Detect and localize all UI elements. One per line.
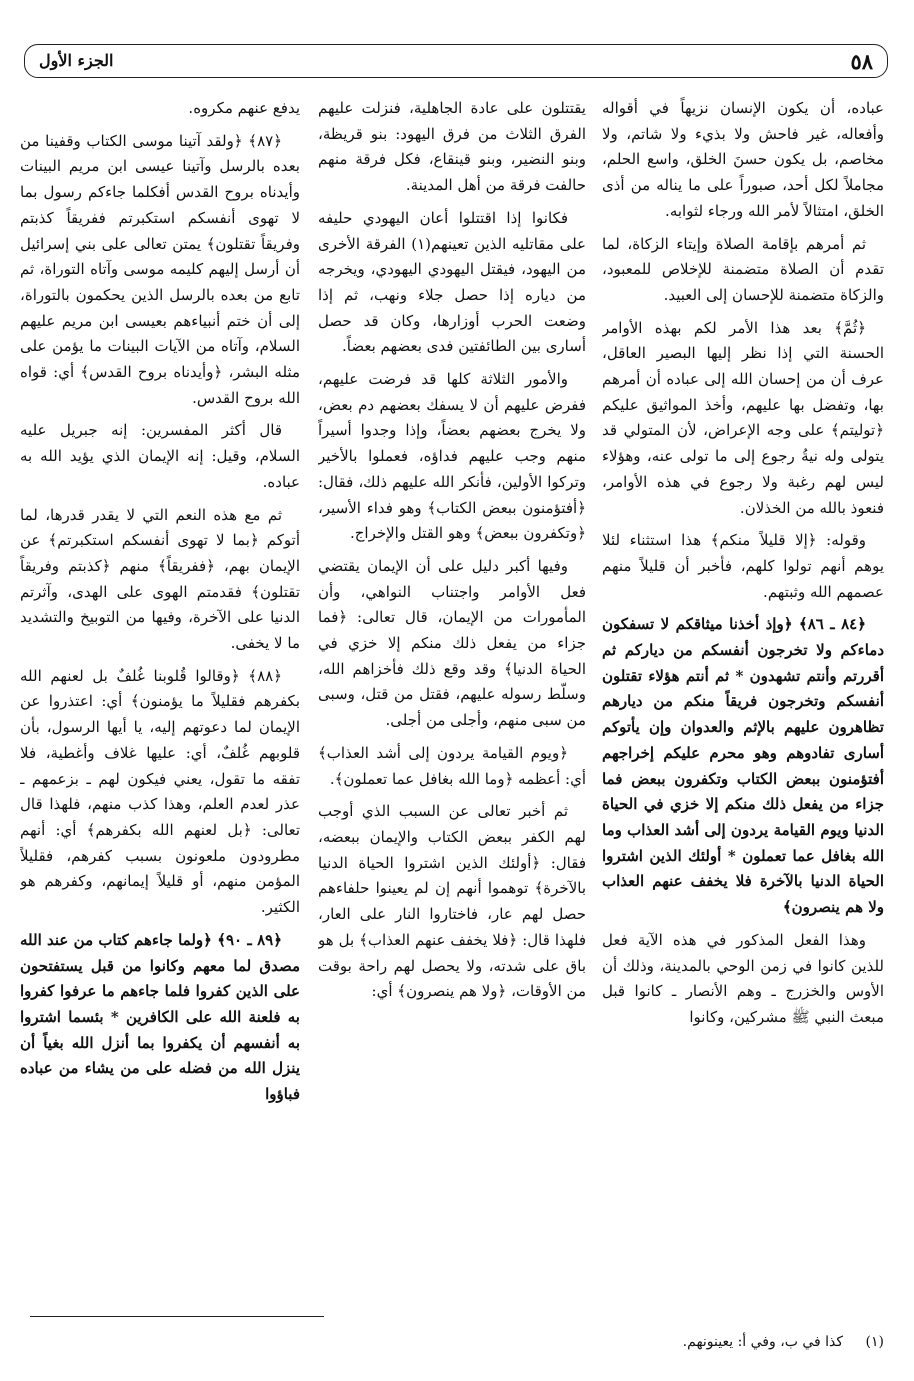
footnote-divider <box>30 1316 324 1317</box>
verse-paragraph: ﴿٨٩ ـ ٩٠﴾ ﴿ولما جاءهم كتاب من عند الله مصدق لما معهم وكانوا من قبل يستفتحون على الذين كفروا فلما جاءهم ما عرفوا كفروا به فلعنة الله على الكافرين * بئسما اشتروا به أنفسهم أن يكفروا بما أنزل الله بغياً أن ينزل الله من فضله على من يشاء من عباده فباؤوا <box>20 930 300 1104</box>
paragraph: ثم أمرهم بإقامة الصلاة وإيتاء الزكاة، لما تقدم أن الصلاة متضمنة للإخلاص للمعبود، والزكاة متضمنة للإحسان إلى العبيد. <box>602 234 884 304</box>
paragraph: وهذا الفعل المذكور في هذه الآية فعل للذين كانوا في زمن الوحي بالمدينة، وذلك أن الأوس والخزرج ـ وهم الأنصار ـ كانوا قبل مبعث النبي ﷺ مشركين، وكانوا <box>602 930 884 1026</box>
paragraph: وفيها أكبر دليل على أن الإيمان يقتضي فعل الأوامر واجتناب النواهي، وأن المأمورات من الإيمان، قال تعالى: ﴿فما جزاء من يفعل ذلك منكم إلا خزي في الحياة الدنيا﴾ وقد وقع ذلك فأخزاهم الله، وسلّط رسوله عليهم، فقتل من قتل، وسبى من سبى منهم، وأجلى من أجلى. <box>318 556 586 730</box>
footnote-text: كذا في ب، وفي أ: يعينونهم. <box>682 1334 844 1350</box>
paragraph: وقوله: ﴿إلا قليلاً منكم﴾ هذا استثناء لئلا يوهم أنهم تولوا كلهم، فأخبر أن قليلاً منهم عصمهم الله وثبتهم. <box>602 531 884 601</box>
paragraph: والأمور الثلاثة كلها قد فرضت عليهم، ففرض عليهم أن لا يسفك بعضهم دم بعض، ولا يخرج بعضهم بعضاً، وإذا وجدوا أسيراً منهم وجب عليهم فداؤه، فعملوا بالأخير وتركوا الأولين، فأنكر الله عليهم ذلك، فقال: ﴿أفتؤمنون ببعض الكتاب﴾ وهو فداء الأسير، ﴿وتكفرون ببعض﴾ وهو القتل والإخراج. <box>318 370 586 543</box>
page-header <box>24 44 888 78</box>
text-column-right <box>602 96 884 1304</box>
paragraph: ﴿ويوم القيامة يردون إلى أشد العذاب﴾ أي: أعظمه ﴿وما الله بغافل عما تعملون﴾. <box>318 743 586 788</box>
paragraph: عباده، أن يكون الإنسان نزيهاً في أقواله وأفعاله، غير فاحش ولا بذيء ولا شاتم، ولا مخاصم، بل يكون حسنَ الخلق، واسع الحلم، مجاملاً لكل أحد، صبوراً على ما يناله من أذى الخلق، امتثالاً لأمر الله ورجاء لثوابه. <box>602 99 884 220</box>
footnote <box>30 1334 884 1350</box>
paragraph: ثم مع هذه النعم التي لا يقدر قدرها، لما أتوكم ﴿بما لا تهوى أنفسكم استكبرتم﴾ عن الإيمان بهم، ﴿ففريقاً﴾ منهم ﴿كذبتم وفريقاً تقتلون﴾ فقدمتم الهوى على الهدى، وآثرتم الدنيا على الآخرة، وفيها من التوبيخ والتشديد ما لا يخفى. <box>20 505 300 653</box>
paragraph: يدفع عنهم مكروه. <box>188 99 300 117</box>
paragraph: يقتتلون على عادة الجاهلية، فنزلت عليهم الفرق الثلاث من فرق اليهود: بنو قريظة، وبنو النضير، وبنو قينقاع، فكل فرقة منهم حالفت فرقة من أهل المدينة. <box>318 99 586 195</box>
text-column-left <box>20 96 300 1304</box>
verse-paragraph: ﴿٨٤ ـ ٨٦﴾ ﴿وإذ أخذنا ميثاقكم لا تسفكون دماءكم ولا تخرجون أنفسكم من دياركم ثم أقررتم وأنتم تشهدون * ثم أنتم هؤلاء تقتلون أنفسكم وتخرجون فريقاً منكم من ديارهم تظاهرون عليهم بالإثم والعدوان وإن يأتوكم أسارى تفادوهم وهو محرم عليكم إخراجهم أفتؤمنون ببعض الكتاب وتكفرون ببعض فما جزاء من يفعل ذلك منكم إلا خزي في الحياة الدنيا ويوم القيامة يردون إلى أشد العذاب وما الله بغافل عما تعملون * أولئك الذين اشتروا الحياة الدنيا بالآخرة فلا يخفف عنهم العذاب ولا هم ينصرون﴾ <box>602 615 884 917</box>
paragraph: ﴿٨٧﴾ ﴿ولقد آتينا موسى الكتاب وقفينا من بعده بالرسل وآتينا عيسى ابن مريم البينات وأيدناه بروح القدس أفكلما جاءكم رسول بما لا تهوى أنفسكم استكبرتم ففريقاً كذبتم وفريقاً تقتلون﴾ يمتن تعالى على بني إسرائيل أن أرسل إليهم كليمه موسى وآتاه التوراة، ثم تابع من بعده بالرسل الذين يحكمون بالتوراة، إلى أن ختم أنبياءهم بعيسى ابن مريم عليهم السلام، وآتاه من الآيات البينات ما يؤمن على مثله البشر، ﴿وأيدناه بروح القدس﴾ أي: قواه الله بروح القدس. <box>20 131 300 407</box>
text-column-middle <box>318 96 586 1304</box>
footnote-number: (١) <box>865 1334 884 1350</box>
running-title: الجزء الأول <box>39 51 114 70</box>
paragraph: ﴿٨٨﴾ ﴿وقالوا قُلوبنا غُلفٌ بل لعنهم الله بكفرهم فقليلاً ما يؤمنون﴾ أي: اعتذروا عن الإيمان لما دعوتهم إليه، يا أيها الرسول، بأن قلوبهم غُلفٌ، أي: عليها غلاف وأغطية، فلا تفقه ما تقول، يعني فيكون لهم ـ بزعمهم ـ عذر لعدم العلم، وهذا كذب منهم، فلهذا قال تعالى: ﴿بل لعنهم الله بكفرهم﴾ أي: أنهم مطرودون ملعونون بسبب كفرهم، فقليلاً المؤمن منهم، أو قليلاً إيمانهم، وكفرهم هو الكثير. <box>20 666 300 917</box>
page-number: ٥٨ <box>850 49 873 74</box>
paragraph: قال أكثر المفسرين: إنه جبريل عليه السلام، وقيل: إنه الإيمان الذي يؤيد الله به عباده. <box>20 421 300 491</box>
paragraph: فكانوا إذا اقتتلوا أعان اليهودي حليفه على مقاتليه الذين تعينهم(١) الفرقة الأخرى من اليهود، فيقتل اليهودي اليهودي، ويخرجه من دياره إذا حصل جلاء ونهب، ثم إذا وضعت الحرب أوزارها، وكان قد حصل أسارى بين الطائفتين فدى بعضهم بعضاً. <box>318 208 586 356</box>
paragraph: ثم أخبر تعالى عن السبب الذي أوجب لهم الكفر ببعض الكتاب والإيمان ببعضه، فقال: ﴿أولئك الذين اشتروا الحياة الدنيا بالآخرة﴾ توهموا أنهم إن لم يعينوا حلفاءهم حصل لهم عار، فاختاروا النار على العار، فلهذا قال: ﴿فلا يخفف عنهم العذاب﴾ بل هو باق على شدته، ولا يحصل لهم راحة بوقت من الأوقات، ﴿ولا هم ينصرون﴾ أي: <box>318 802 586 1001</box>
paragraph: ﴿ثُمَّ﴾ بعد هذا الأمر لكم بهذه الأوامر الحسنة التي إذا نظر إليها البصير العاقل، عرف أن من إحسان الله إلى عباده أن أمرهم بها، وتفضل بها عليهم، وأخذ المواثيق عليكم ﴿توليتم﴾ على وجه الإعراض، لأن المتولي قد يتولى وله نيةُ رجوع إلى ما تولى عنه، وهؤلاء ليس لهم رغبة ولا رجوع في هذه الأوامر، فنعوذ بالله من الخذلان. <box>602 318 884 517</box>
